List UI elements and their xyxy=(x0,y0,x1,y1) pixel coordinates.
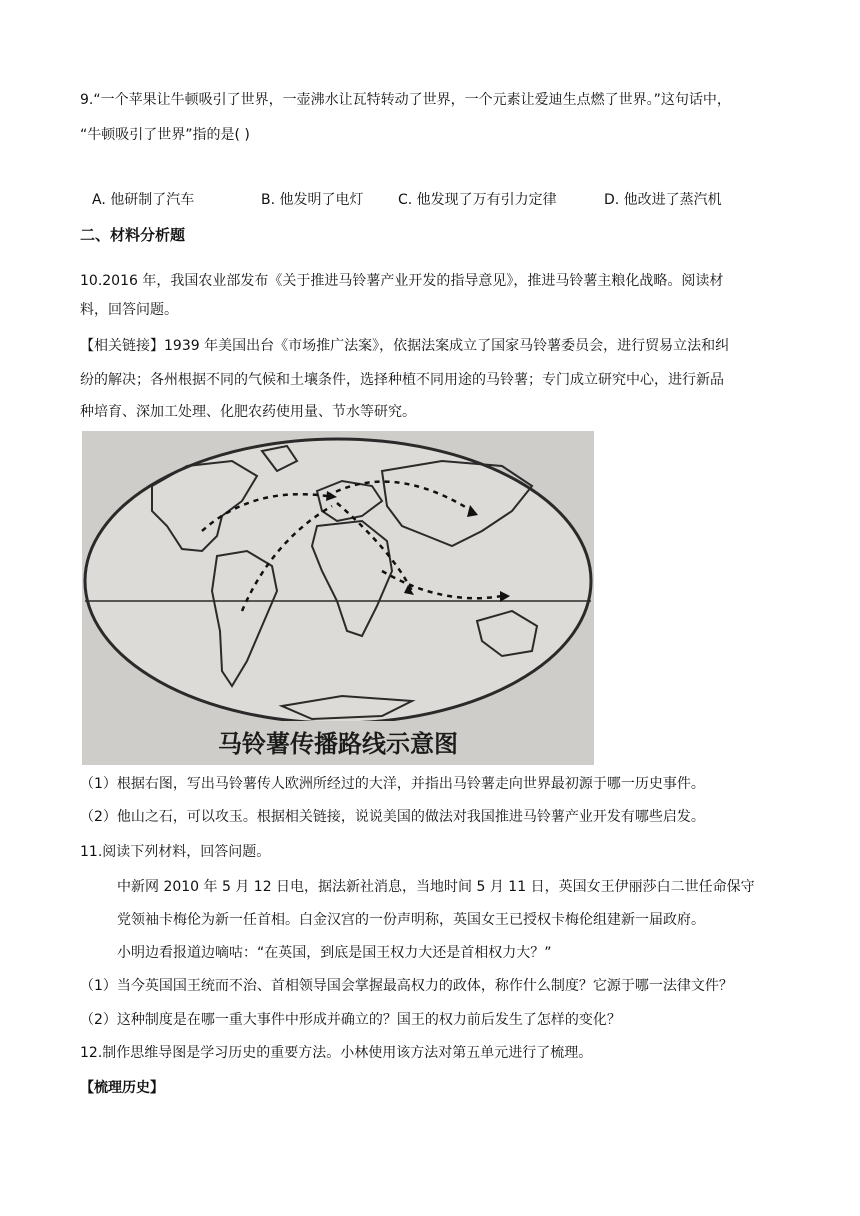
q9-stem-line1: 9.“一个苹果让牛顿吸引了世界，一壶沸水让瓦特转动了世界，一个元素让爱迪生点燃了世界。”这句话中， xyxy=(80,92,731,108)
q11-material-line2: 党领袖卡梅伦为新一任首相。白金汉宫的一份声明称，英国女王已授权卡梅伦组建新一届政府。 xyxy=(117,912,705,928)
q10-sub2: （2）他山之石，可以攻玉。根据相关链接，说说美国的做法对我国推进马铃薯产业开发有哪些启发。 xyxy=(80,809,705,825)
q12-section-title: 【梳理历史】 xyxy=(80,1080,164,1096)
q10-link-line2: 纷的解决；各州根据不同的气候和土壤条件，选择种植不同用途的马铃薯；专门成立研究中心，进行新品 xyxy=(80,372,724,388)
q11-stem: 11.阅读下列材料，回答问题。 xyxy=(80,844,271,860)
q11-sub2: （2）这种制度是在哪一重大事件中形成并确立的？国王的权力前后发生了怎样的变化？ xyxy=(80,1012,621,1028)
q10-stem-line2: 料，回答问题。 xyxy=(80,302,178,318)
q11-material-line1: 中新网 2010 年 5 月 12 日电，据法新社消息，当地时间 5 月 11 日，英国女王伊丽莎白二世任命保守 xyxy=(117,879,755,895)
q9-option-c: C. 他发现了万有引力定律 xyxy=(398,192,557,208)
q11-sub1: （1）当今英国国王统而不治、首相领导国会掌握最高权力的政体，称作什么制度？它源于哪一法律文件？ xyxy=(80,978,733,994)
world-map-svg xyxy=(82,431,594,765)
q11-material-line3: 小明边看报道边嘀咕：“在英国，到底是国王权力大还是首相权力大？” xyxy=(117,945,552,961)
q10-link-line3: 种培育、深加工处理、化肥农药使用量、节水等研究。 xyxy=(80,404,416,420)
q9-option-a: A. 他研制了汽车 xyxy=(92,192,195,208)
potato-spread-map xyxy=(82,431,594,765)
q10-stem-line1: 10.2016 年，我国农业部发布《关于推进马铃薯产业开发的指导意见》，推进马铃薯主粮化战略。阅读材 xyxy=(80,273,724,289)
q9-options xyxy=(92,186,792,214)
q12-stem: 12.制作思维导图是学习历史的重要方法。小林使用该方法对第五单元进行了梳理。 xyxy=(80,1045,593,1061)
q9-option-d: D. 他改进了蒸汽机 xyxy=(604,192,722,208)
q10-link-line1: 【相关链接】1939 年美国出台《市场推广法案》，依据法案成立了国家马铃薯委员会，进行贸易立法和纠 xyxy=(80,338,730,354)
q10-sub1: （1）根据右图，写出马铃薯传人欧洲所经过的大洋，并指出马铃薯走向世界最初源于哪一历史事件。 xyxy=(80,776,705,792)
map-caption: 马铃薯传播路线示意图 xyxy=(218,729,458,758)
section2-title: 二、材料分析题 xyxy=(80,226,186,244)
q9-stem-line2: “牛顿吸引了世界”指的是( ) xyxy=(80,127,250,143)
q9-option-b: B. 他发明了电灯 xyxy=(261,192,364,208)
